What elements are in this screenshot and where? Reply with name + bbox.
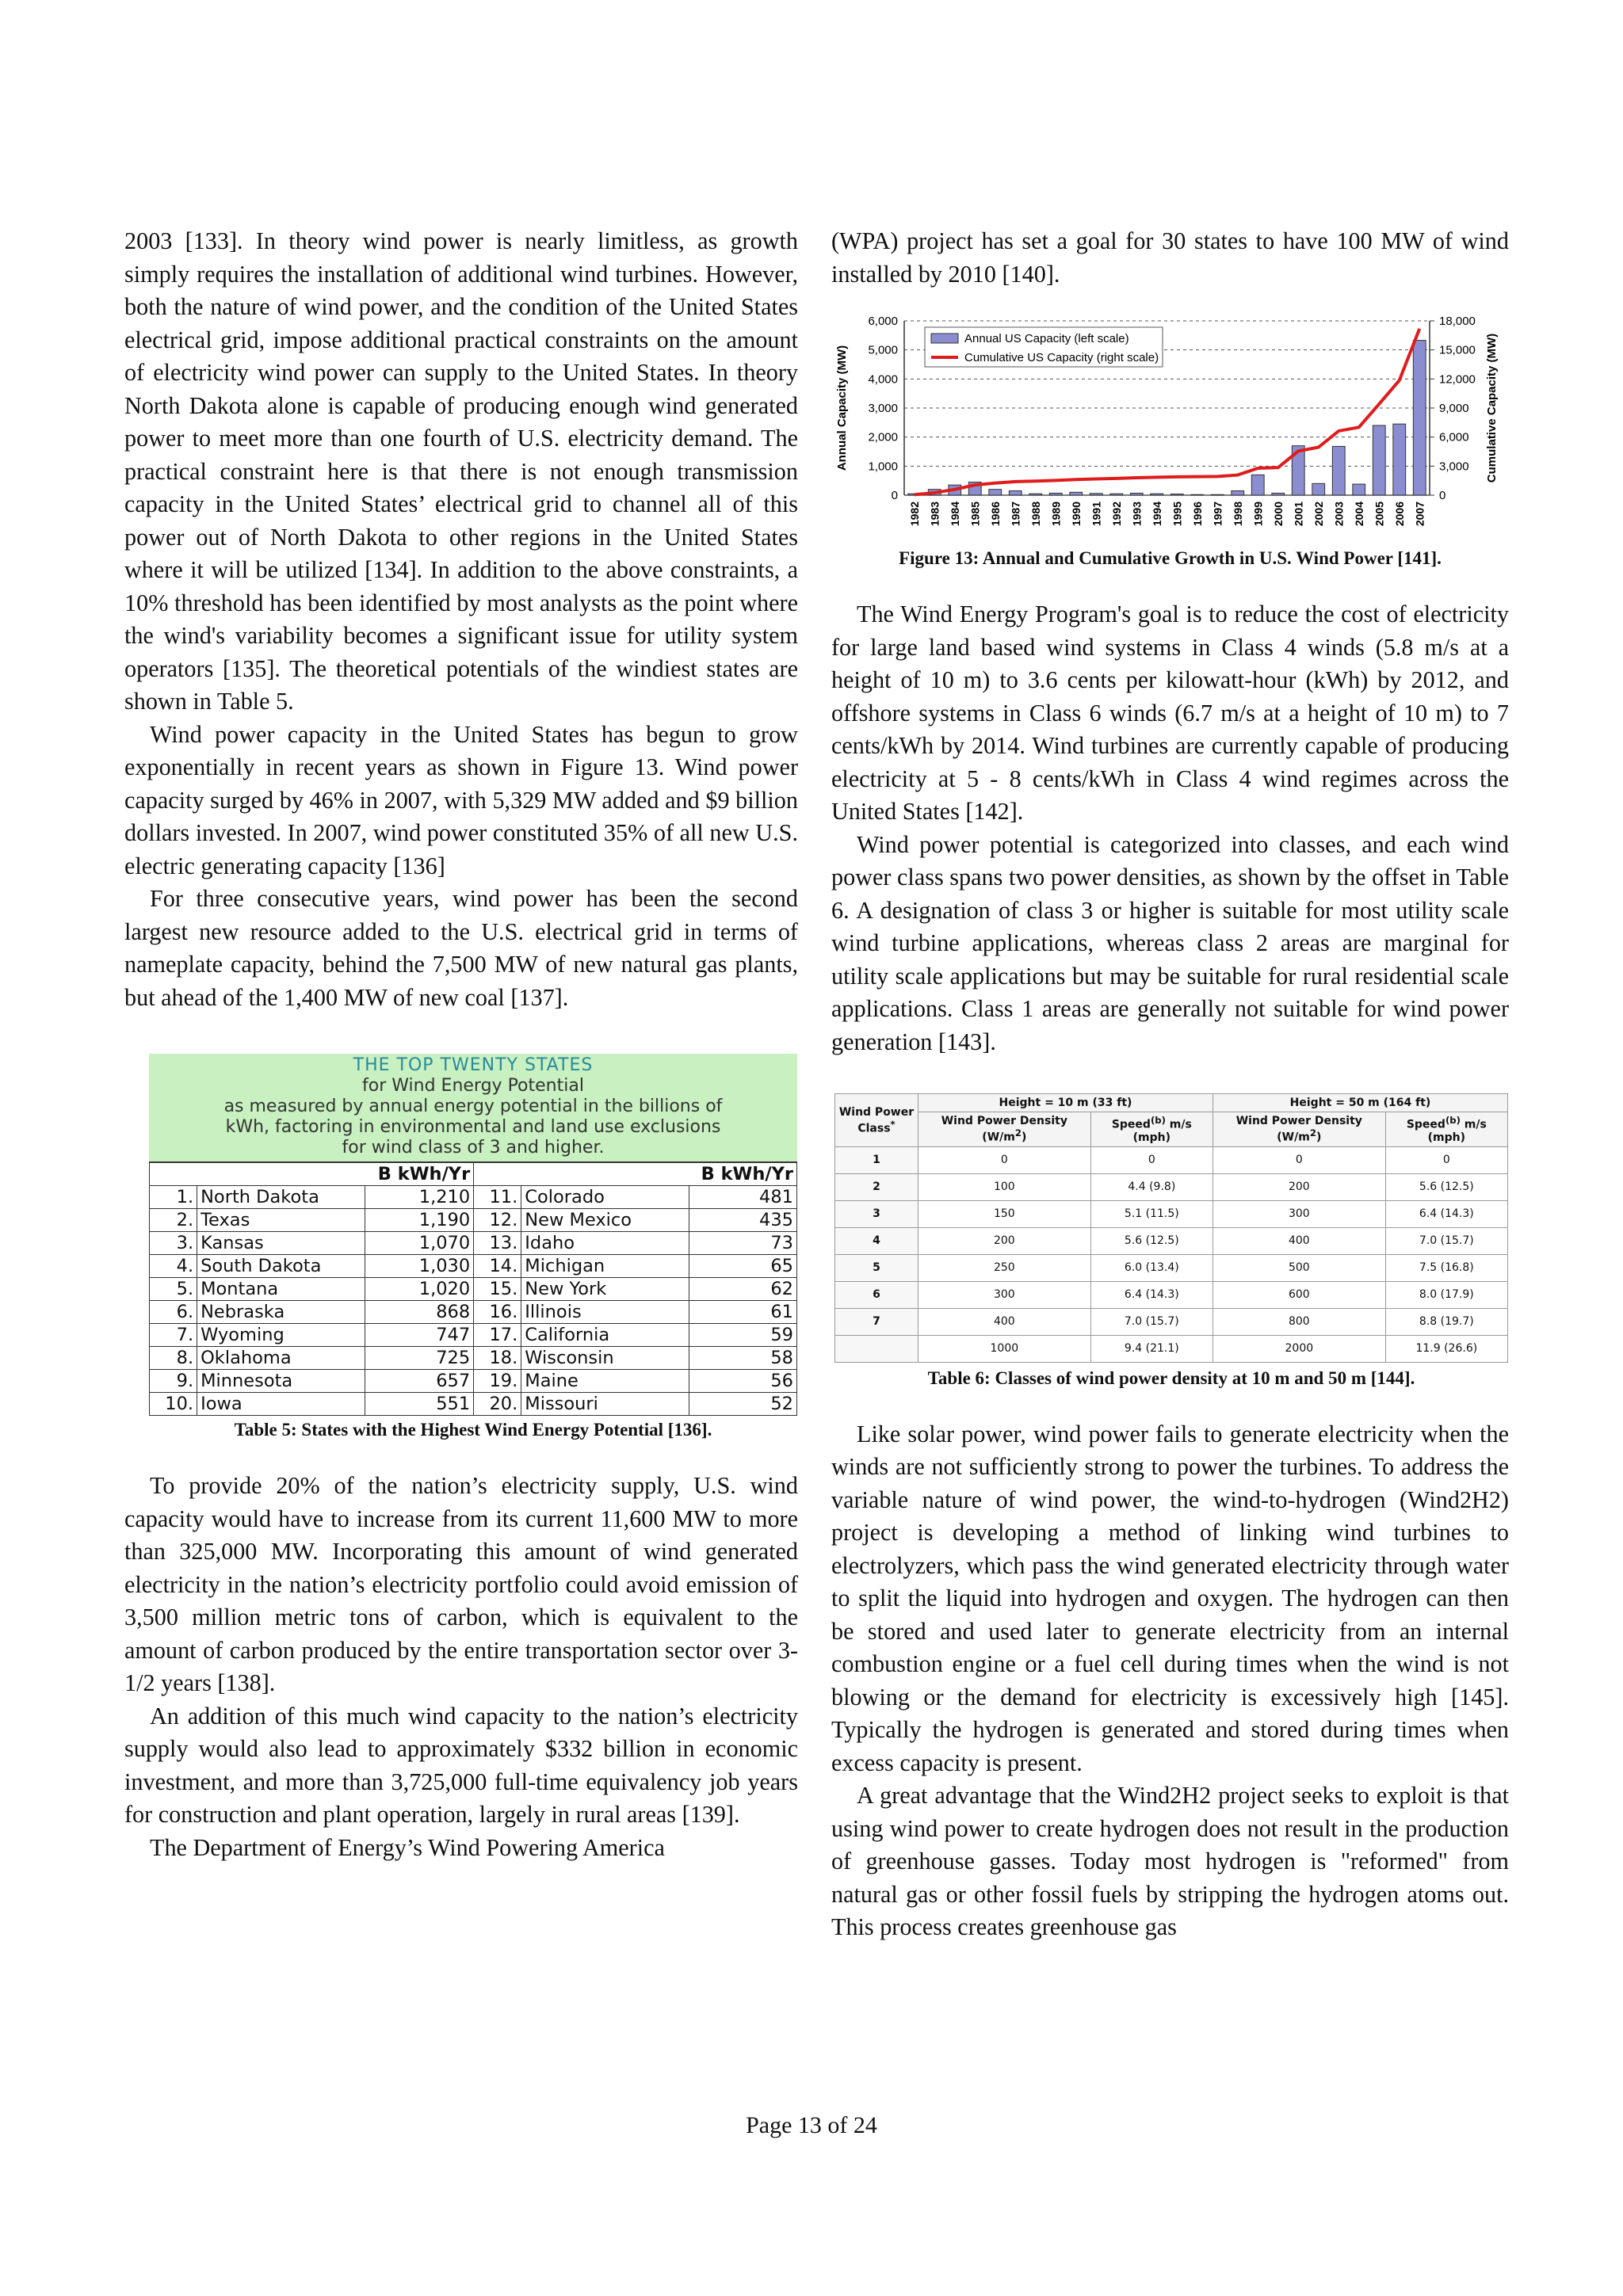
table-5-subtitle: as measured by annual energy potential in the billions of (223, 1097, 723, 1116)
y-tick-label: 1,000 (868, 460, 898, 474)
table-cell: 20. (474, 1393, 521, 1416)
table-cell: Illinois (521, 1301, 689, 1324)
body-paragraph: For three consecutive years, wind power has been the second largest new resource added to the U.S. electrical grid in terms of nameplate capacity, behind the 7,500 MW of new natural gas plants, but ahead of the 1,400 MW of new coal [137]. (124, 885, 798, 1011)
class-cell: 7 (835, 1308, 918, 1335)
table-cell: 400 (918, 1308, 1091, 1335)
table-cell: 1,030 (365, 1255, 473, 1278)
y-tick-label: 4,000 (868, 372, 898, 387)
table-6-caption: Table 6: Classes of wind power density at 10 m and 50 m [144]. (927, 1367, 1415, 1388)
table-cell: New Mexico (521, 1209, 689, 1232)
x-tick-label: 1990 (1069, 502, 1083, 527)
y-tick-label: 3,000 (868, 402, 898, 415)
table-cell: 0 (1090, 1146, 1212, 1173)
y-right-tick-label: 12,000 (1439, 372, 1476, 387)
table-cell: Maine (521, 1370, 689, 1393)
table-cell: 800 (1212, 1308, 1385, 1335)
y-axis-title: Annual Capacity (MW) (835, 345, 849, 471)
figure-13 (831, 311, 1509, 570)
table-cell: 7.0 (15.7) (1090, 1308, 1212, 1335)
x-tick-label: 2005 (1373, 502, 1386, 527)
column-header: Wind Power Density $(W/m^2)$ (1212, 1112, 1385, 1147)
table-cell: 62 (689, 1278, 796, 1301)
table-cell: 2. (150, 1209, 197, 1232)
bar (1393, 424, 1406, 495)
bar (1110, 494, 1123, 495)
x-tick-label: 1992 (1109, 502, 1123, 527)
table-cell: California (521, 1324, 689, 1347)
table-cell: 400 (1212, 1227, 1385, 1254)
x-tick-label: 2001 (1292, 502, 1305, 527)
table-cell: Wyoming (197, 1324, 365, 1347)
table-cell: 0 (918, 1146, 1091, 1173)
table-cell: South Dakota (197, 1255, 365, 1278)
page-number: Page 13 of 24 (746, 2112, 877, 2138)
x-tick-label: 2007 (1413, 502, 1426, 527)
body-paragraph: Wind power potential is categorized into classes, and each wind power class spans two power densities, as shown by the offset in Table 6. A designation of class 3 or higher is suitable for most utility scale wind turbine applications, whereas class 2 areas are marginal for utility scale applications but may be suitable for rural residential scale applications. Class 1 areas are generally not suitable for wind power generation [143]. (831, 830, 1509, 1055)
legend-label: Annual US Capacity (left scale) (964, 332, 1129, 345)
table-cell: 9.4 (21.1) (1090, 1335, 1212, 1362)
table-cell: 7.0 (15.7) (1385, 1227, 1507, 1254)
table-cell: North Dakota (197, 1186, 365, 1209)
class-cell: 2 (835, 1173, 918, 1200)
table-cell: 6.4 (14.3) (1385, 1200, 1507, 1227)
legend-label: Cumulative US Capacity (right scale) (964, 351, 1159, 364)
table-row (150, 1347, 797, 1370)
right-column (831, 225, 1509, 1944)
bar (1332, 446, 1345, 495)
class-cell: 1 (835, 1146, 918, 1173)
table-cell: 6. (150, 1301, 197, 1324)
table-cell: 5.6 (12.5) (1090, 1227, 1212, 1254)
x-tick-label: 1998 (1231, 502, 1244, 527)
table-cell: Nebraska (197, 1301, 365, 1324)
table-cell: 725 (365, 1347, 473, 1370)
table-cell: Texas (197, 1209, 365, 1232)
table-header-row (835, 1094, 1508, 1112)
table-row (150, 1301, 797, 1324)
bar (1373, 425, 1385, 495)
table-cell: Colorado (521, 1186, 689, 1209)
table-cell: 7.5 (16.8) (1385, 1254, 1507, 1281)
table-row (150, 1393, 797, 1416)
table-5-subtitle: for wind class of 3 and higher. (342, 1138, 605, 1158)
x-tick-label: 1997 (1211, 502, 1224, 527)
table-row (150, 1324, 797, 1347)
table-cell: 4.4 (9.8) (1090, 1173, 1212, 1200)
bar (1191, 494, 1204, 495)
table-cell: 14. (474, 1255, 521, 1278)
table-5 (149, 1054, 797, 1441)
column-header: B kWh/Yr (474, 1162, 797, 1186)
table-cell: Missouri (521, 1393, 689, 1416)
column-header: Wind Power Class* (835, 1094, 918, 1147)
legend-swatch (931, 334, 958, 343)
bar (1232, 491, 1244, 496)
x-tick-label: 2004 (1352, 502, 1365, 527)
bar (1151, 494, 1163, 495)
class-cell: 5 (835, 1254, 918, 1281)
y-right-tick-label: 3,000 (1439, 460, 1469, 474)
table-cell: 65 (689, 1255, 796, 1278)
table-cell: 481 (689, 1186, 796, 1209)
y-right-axis-title: Cumulative Capacity (MW) (1485, 333, 1499, 483)
table-cell: 18. (474, 1347, 521, 1370)
table-cell: 58 (689, 1347, 796, 1370)
x-tick-label: 2006 (1392, 502, 1406, 527)
table-cell: Idaho (521, 1232, 689, 1255)
x-tick-label: 1996 (1190, 502, 1204, 527)
table-cell: 868 (365, 1301, 473, 1324)
table-cell: Iowa (197, 1393, 365, 1416)
table-cell: 1000 (918, 1335, 1091, 1362)
table-5-header (149, 1054, 797, 1161)
column-header: Speed$^{(b)}$ m/s (mph) (1385, 1112, 1507, 1147)
table-cell: 250 (918, 1254, 1091, 1281)
table-cell: 9. (150, 1370, 197, 1393)
table-cell: 5. (150, 1278, 197, 1301)
table-row (835, 1200, 1508, 1227)
table-cell: 6.4 (14.3) (1090, 1281, 1212, 1308)
body-paragraph: An addition of this much wind capacity to the nation’s electricity supply would also lead to approximately $332 billion in economic investment, and more than 3,725,000 full-time equivalency job years for construction and plant operation, largely in rural areas [139]. (124, 1702, 798, 1828)
x-tick-label: 1983 (928, 502, 941, 527)
table-row (835, 1146, 1508, 1173)
x-tick-label: 1991 (1090, 502, 1103, 527)
body-paragraph: Like solar power, wind power fails to generate electricity when the winds are not sufficiently strong to power the turbines. To address the variable nature of wind power, the wind-to-hydrogen (Wind2H2) project is developing a method of linking wind turbines to electrolyzers, which pass the wind generated electricity through water to split the liquid into hydrogen and oxygen. The hydrogen can then be stored and used later to generate electricity from an internal combustion engine or a fuel cell during times when the wind is not blowing or the demand for electricity is excessively high [145]. Typically the hydrogen is generated and stored during times when excess capacity is present. (831, 1420, 1509, 1776)
table-6 (834, 1093, 1508, 1390)
body-paragraph: A great advantage that the Wind2H2 project seeks to exploit is that using wind power to create hydrogen does not result in the production of greenhouse gasses. Today most hydrogen is "reformed" from natural gas or other fossil fuels by stripping the hydrogen atoms out. This process creates greenhouse gas (831, 1782, 1509, 1941)
table-cell: 5.1 (11.5) (1090, 1200, 1212, 1227)
y-right-tick-label: 6,000 (1439, 430, 1469, 444)
table-row (835, 1227, 1508, 1254)
x-tick-label: 1982 (907, 502, 921, 527)
table-row (835, 1173, 1508, 1200)
table-6-grid (834, 1093, 1508, 1363)
table-row (150, 1209, 797, 1232)
class-cell: 6 (835, 1281, 918, 1308)
table-cell: 10. (150, 1393, 197, 1416)
column-header: B kWh/Yr (150, 1162, 474, 1186)
table-cell: New York (521, 1278, 689, 1301)
table-cell: 657 (365, 1370, 473, 1393)
table-cell: 2000 (1212, 1335, 1385, 1362)
table-row (835, 1281, 1508, 1308)
bar (1211, 494, 1224, 495)
body-paragraph: The Wind Energy Program's goal is to reduce the cost of electricity for large land based wind systems in Class 4 winds (5.8 m/s at a height of 10 m) to 3.6 cents per kilowatt-hour (kWh) by 2012, and offshore systems in Class 6 winds (6.7 m/s at a height of 10 m) to 7 cents/kWh by 2014. Wind turbines are currently capable of producing electricity at 5 - 8 cents/kWh in Class 4 wind regimes across the United States [142]. (831, 601, 1509, 825)
table-row (150, 1232, 797, 1255)
table-row (150, 1255, 797, 1278)
table-cell: 8.0 (17.9) (1385, 1281, 1507, 1308)
table-row (835, 1254, 1508, 1281)
table-cell: 551 (365, 1393, 473, 1416)
left-column (124, 225, 798, 1864)
bar (1312, 483, 1325, 495)
table-cell: 500 (1212, 1254, 1385, 1281)
x-tick-label: 2002 (1312, 502, 1325, 527)
table-cell: 3. (150, 1232, 197, 1255)
x-tick-label: 1989 (1049, 502, 1063, 527)
table-cell: 1,190 (365, 1209, 473, 1232)
class-cell (835, 1335, 918, 1362)
table-5-subtitle: for Wind Energy Potential (362, 1076, 584, 1096)
x-tick-label: 1999 (1251, 502, 1265, 527)
table-cell: 600 (1212, 1281, 1385, 1308)
figure-13-caption: Figure 13: Annual and Cumulative Growth in U.S. Wind Power [141]. (899, 548, 1442, 568)
table-cell: 16. (474, 1301, 521, 1324)
y-right-tick-label: 15,000 (1439, 343, 1476, 357)
table-cell: 15. (474, 1278, 521, 1301)
body-paragraph: Wind power capacity in the United States has begun to grow exponentially in recent years as shown in Figure 13. Wind power capacity surged by 46% in 2007, with 5,329 MW added and $9 billion dollars invested. In 2007, wind power constituted 35% of all new U.S. electric generating capacity [136] (124, 720, 798, 879)
table-cell: 1,020 (365, 1278, 473, 1301)
column-header: Wind Power Density $(W/m^2)$ (918, 1112, 1091, 1147)
table-cell: 150 (918, 1200, 1091, 1227)
bar (1049, 493, 1062, 495)
x-tick-label: 1986 (988, 502, 1002, 527)
x-tick-label: 1984 (948, 502, 961, 527)
table-cell: 300 (1212, 1200, 1385, 1227)
class-cell: 3 (835, 1200, 918, 1227)
table-cell: 5.6 (12.5) (1385, 1173, 1507, 1200)
table-cell: 0 (1212, 1146, 1385, 1173)
table-row (150, 1370, 797, 1393)
x-tick-label: 1995 (1170, 502, 1184, 527)
table-cell: 52 (689, 1393, 796, 1416)
table-cell: 8. (150, 1347, 197, 1370)
table-row (150, 1278, 797, 1301)
table-cell: 19. (474, 1370, 521, 1393)
table-cell: Oklahoma (197, 1347, 365, 1370)
bar (1251, 475, 1264, 495)
bar (1090, 494, 1102, 495)
table-cell: 11. (474, 1186, 521, 1209)
table-cell: 1,070 (365, 1232, 473, 1255)
bar (1009, 491, 1022, 496)
table-cell: 61 (689, 1301, 796, 1324)
table-cell: 100 (918, 1173, 1091, 1200)
bar (989, 490, 1002, 495)
body-paragraph: The Department of Energy’s Wind Powering America (150, 1833, 665, 1861)
table-cell: 11.9 (26.6) (1385, 1335, 1507, 1362)
table-cell: 435 (689, 1209, 796, 1232)
table-cell: 1. (150, 1186, 197, 1209)
y-tick-label: 2,000 (868, 430, 898, 444)
table-cell: 0 (1385, 1146, 1507, 1173)
column-header: Speed$^{(b)}$ m/s (mph) (1090, 1112, 1212, 1147)
x-tick-label: 1993 (1130, 502, 1144, 527)
x-tick-label: 2000 (1271, 502, 1285, 527)
bar (1170, 494, 1183, 495)
table-cell: 200 (1212, 1173, 1385, 1200)
table-header-row (150, 1162, 797, 1186)
table-cell: 56 (689, 1370, 796, 1393)
y-tick-label: 0 (891, 489, 898, 502)
bar (1070, 492, 1083, 495)
table-cell: 6.0 (13.4) (1090, 1254, 1212, 1281)
table-cell: Wisconsin (521, 1347, 689, 1370)
bar (1353, 484, 1365, 495)
table-row (835, 1335, 1508, 1362)
body-paragraph: To provide 20% of the nation’s electricity supply, U.S. wind capacity would have to increase from its current 11,600 MW to more than 325,000 MW. Incorporating this amount of wind generated electricity in the nation’s electricity portfolio could avoid emission of 3,500 million metric tons of carbon, which is equivalent to the amount of carbon produced by the entire transportation sector over 3-1/2 years [138]. (124, 1472, 798, 1696)
class-cell: 4 (835, 1227, 918, 1254)
table-5-title: THE TOP TWENTY STATES (353, 1055, 594, 1075)
table-cell: Kansas (197, 1232, 365, 1255)
table-cell: 300 (918, 1281, 1091, 1308)
x-tick-label: 1985 (968, 502, 982, 527)
table-5-caption: Table 5: States with the Highest Wind Energy Potential [136]. (234, 1420, 712, 1440)
table-row (150, 1186, 797, 1209)
y-tick-label: 6,000 (868, 315, 898, 328)
table-5-subtitle: kWh, factoring in environmental and land use exclusions (225, 1117, 721, 1137)
table-5-grid (149, 1161, 797, 1416)
table-cell: 59 (689, 1324, 796, 1347)
body-paragraph: 2003 [133]. In theory wind power is nearly limitless, as growth simply requires the installation of additional wind turbines. However, both the nature of wind power, and the condition of the United States electrical grid, impose additional practical constraints on the amount of electricity wind power can supply to the United States. In theory North Dakota alone is capable of producing enough wind generated power to meet more than one fourth of U.S. electricity demand. The practical constraint here is that there is not enough transmission capacity in the United States’ electrical grid to channel all of this power out of North Dakota to other regions in the United States where it will be utilized [134]. In addition to the above constraints, a 10% threshold has been identified by most analysts as the point where the wind's variability becomes a significant issue for utility system operators [135]. The theoretical potentials of the windiest states are shown in Table 5. (124, 227, 798, 715)
x-tick-label: 1988 (1029, 502, 1042, 527)
column-header: Height = 50 m (164 ft) (1212, 1094, 1507, 1112)
table-row (835, 1308, 1508, 1335)
wind-growth-chart (831, 311, 1509, 549)
bar (1130, 493, 1143, 495)
table-cell: 7. (150, 1324, 197, 1347)
table-cell: 17. (474, 1324, 521, 1347)
x-tick-label: 2003 (1332, 502, 1346, 527)
table-cell: 1,210 (365, 1186, 473, 1209)
bar (1413, 341, 1426, 495)
column-header: Height = 10 m (33 ft) (918, 1094, 1213, 1112)
table-cell: Minnesota (197, 1370, 365, 1393)
table-cell: 200 (918, 1227, 1091, 1254)
y-right-tick-label: 0 (1439, 489, 1446, 502)
table-cell: 12. (474, 1209, 521, 1232)
y-right-tick-label: 9,000 (1439, 402, 1469, 415)
table-cell: Montana (197, 1278, 365, 1301)
x-tick-label: 1994 (1150, 502, 1163, 527)
table-cell: 747 (365, 1324, 473, 1347)
y-tick-label: 5,000 (868, 343, 898, 357)
table-header-row (835, 1112, 1508, 1147)
table-cell: 13. (474, 1232, 521, 1255)
y-right-tick-label: 18,000 (1439, 315, 1476, 328)
table-cell: Michigan (521, 1255, 689, 1278)
body-paragraph: (WPA) project has set a goal for 30 states to have 100 MW of wind installed by 2010 [140]. (831, 227, 1509, 288)
bar (1029, 494, 1042, 495)
x-tick-label: 1987 (1009, 502, 1022, 527)
bar (1272, 493, 1285, 495)
table-cell: 73 (689, 1232, 796, 1255)
table-cell: 4. (150, 1255, 197, 1278)
table-cell: 8.8 (19.7) (1385, 1308, 1507, 1335)
